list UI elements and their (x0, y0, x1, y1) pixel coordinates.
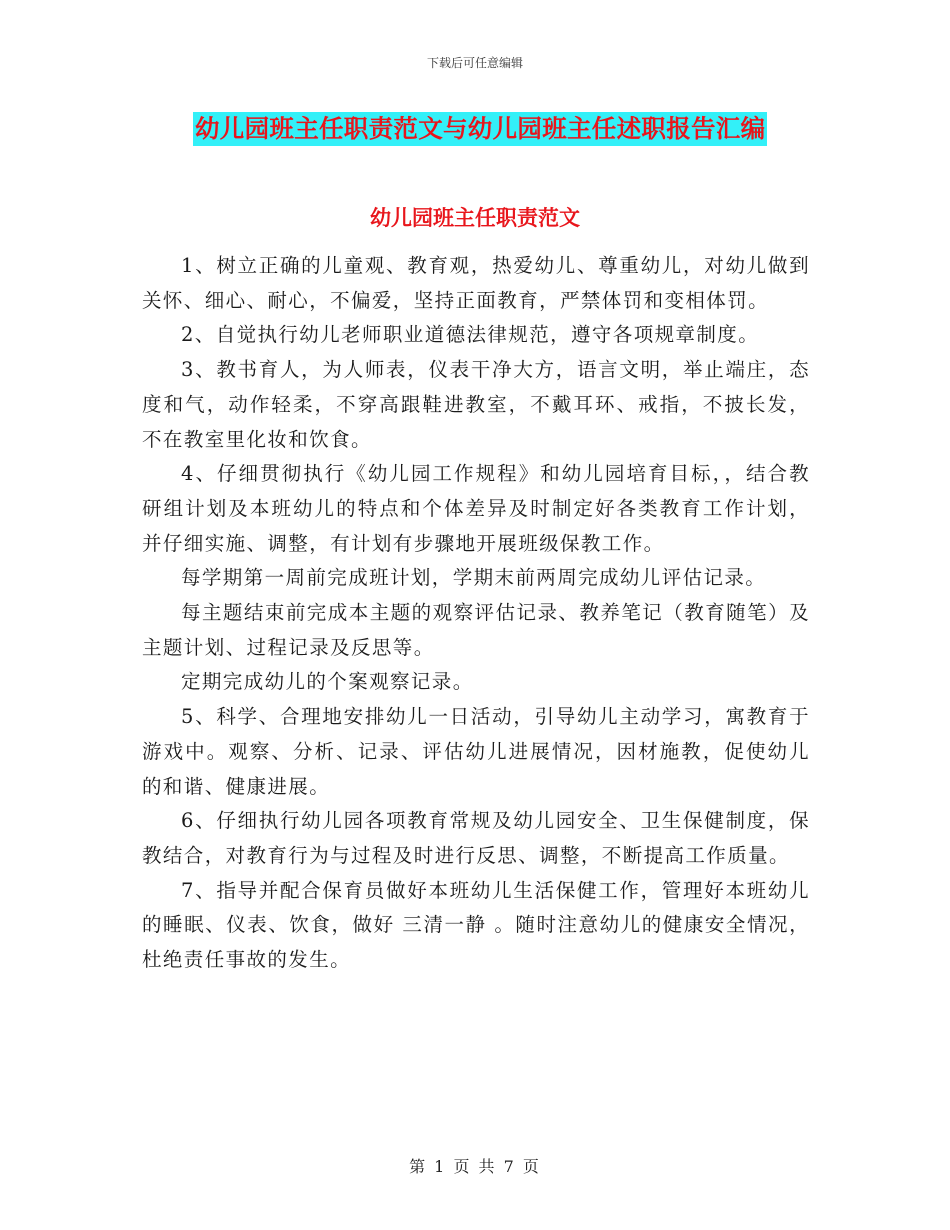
document-title: 幼儿园班主任职责范文与幼儿园班主任述职报告汇编 (193, 112, 767, 146)
paragraph: 1、树立正确的儿童观、教育观，热爱幼儿、尊重幼儿，对幼儿做到关怀、细心、耐心，不偏爱，坚持正面教育，严禁体罚和变相体罚。 (142, 254, 810, 312)
document-body (142, 249, 810, 978)
paragraph: 5、科学、合理地安排幼儿一日活动，引导幼儿主动学习，寓教育于游戏中。观察、分析、记录、评估幼儿进展情况，因材施教，促使幼儿的和谐、健康进展。 (142, 705, 810, 798)
paragraph: 定期完成幼儿的个案观察记录。 (181, 670, 474, 694)
page-number-footer: 第 1 页 共 7 页 (409, 1157, 541, 1176)
paragraph: 3、教书育人，为人师表，仪表干净大方，语言文明，举止端庄，态度和气，动作轻柔，不穿高跟鞋进教室，不戴耳环、戒指，不披长发，不在教室里化妆和饮食。 (142, 358, 810, 451)
section-title: 幼儿园班主任职责范文 (370, 205, 580, 230)
page-header-note: 下载后可任意编辑 (426, 56, 523, 70)
paragraph: 每主题结束前完成本主题的观察评估记录、教养笔记（教育随笔）及主题计划、过程记录及反思等。 (142, 601, 810, 659)
paragraph: 7、指导并配合保育员做好本班幼儿生活保健工作，管理好本班幼儿的睡眠、仪表、饮食，做好 三清一静 。随时注意幼儿的健康安全情况，杜绝责任事故的发生。 (142, 878, 810, 972)
paragraph: 每学期第一周前完成班计划，学期末前两周完成幼儿评估记录。 (181, 566, 767, 590)
paragraph: 6、仔细执行幼儿园各项教育常规及幼儿园安全、卫生保健制度，保教结合，对教育行为与过程及时进行反思、调整，不断提高工作质量。 (142, 809, 810, 867)
paragraph: 2、自觉执行幼儿老师职业道德法律规范，遵守各项规章制度。 (181, 323, 760, 347)
paragraph: 4、仔细贯彻执行《幼儿园工作规程》和幼儿园培育目标，，结合教研组计划及本班幼儿的特点和个体差异及时制定好各类教育工作计划，并仔细实施、调整，有计划有步骤地开展班级保教工作。 (142, 462, 810, 555)
